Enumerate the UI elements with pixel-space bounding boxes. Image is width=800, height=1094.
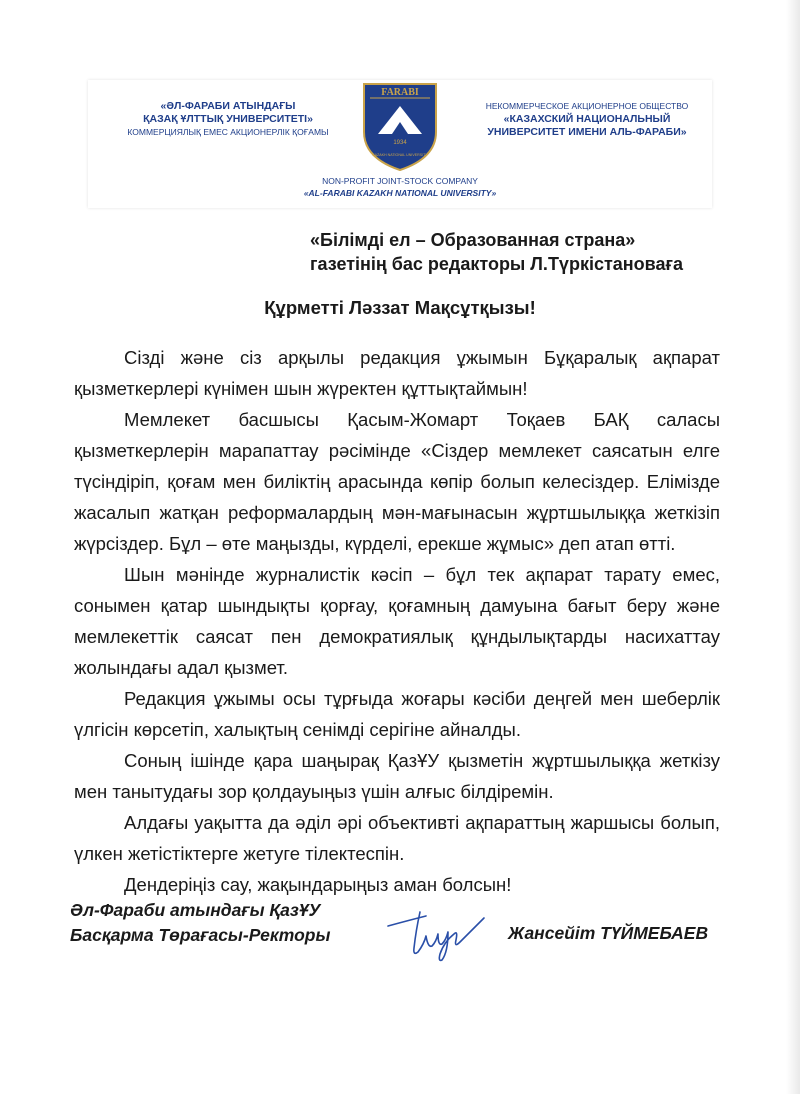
- paragraph: Шын мәнінде журналистік кәсіп – бұл тек ақпарат тарату емес, сонымен қатар шындықты қорғау, қоғамның дамуына бағыт беру және мемлекеттік саясат пен демократиялық құндылықтарды насихаттау жолындағы адал қызмет.: [74, 564, 720, 678]
- signatory-title-line1: Әл-Фараби атындағы ҚазҰУ: [70, 900, 321, 920]
- letterhead-kazakh-name: [88, 100, 368, 138]
- letterhead-right-line3: УНИВЕРСИТЕТ ИМЕНИ АЛЬ-ФАРАБИ»: [487, 126, 687, 138]
- paragraph: Соның ішінде қара шаңырақ ҚазҰУ қызметін жұртшылыққа жеткізу мен танытудағы зор қолдауыңыз үшін алғыс білдіремін.: [74, 750, 720, 802]
- signatory-title-line2: Басқарма Төрағасы-Ректоры: [70, 925, 331, 945]
- letterhead-english-name: [88, 176, 712, 199]
- university-logo: [360, 82, 440, 172]
- logo-year: 1934: [393, 140, 407, 146]
- addressee: [310, 228, 683, 276]
- paragraph: Редакция ұжымы осы тұрғыда жоғары кәсіби деңгей мен шеберлік үлгісін көрсетіп, халықтың сенімді серігіне айналды.: [74, 688, 720, 740]
- letterhead-bottom-line1: NON-PROFIT JOINT-STOCK COMPANY: [322, 176, 478, 186]
- logo-top-text: FARABI: [381, 87, 419, 98]
- logo-ring-text: KAZAKH NATIONAL UNIVERSITY: [372, 153, 428, 157]
- paragraph: Алдағы уақытта да әділ әрі объективті ақпараттың жаршысы болып, үлкен жетістіктерге жетуге тілектеспін.: [74, 812, 720, 864]
- paragraph: Сізді және сіз арқылы редакция ұжымын Бұқаралық ақпарат қызметкерлері күнімен шын жүректен құттықтаймын!: [74, 347, 720, 399]
- letterhead-russian-name: [462, 100, 712, 139]
- letterhead-right-line1: НЕКОММЕРЧЕСКОЕ АКЦИОНЕРНОЕ ОБЩЕСТВО: [485, 101, 689, 111]
- signatory-title: [70, 898, 330, 948]
- letterhead-right-line2: «КАЗАХСКИЙ НАЦИОНАЛЬНЫЙ: [503, 113, 671, 125]
- handwritten-signature: [380, 896, 490, 966]
- letterhead-left-line2: ҚАЗАҚ ҰЛТТЫҚ УНИВЕРСИТЕТІ»: [143, 113, 313, 125]
- letterhead-left-line3: КОММЕРЦИЯЛЫҚ ЕМЕС АКЦИОНЕРЛІК ҚОҒАМЫ: [127, 127, 329, 137]
- letterhead-bottom-line2: «AL-FARABI KAZAKH NATIONAL UNIVERSITY»: [303, 188, 497, 198]
- addressee-line2: газетінің бас редакторы Л.Түркістановаға: [310, 254, 683, 274]
- letterhead-left-line1: «ӘЛ-ФАРАБИ АТЫНДАҒЫ: [160, 100, 296, 112]
- paragraph: Мемлекет басшысы Қасым-Жомарт Тоқаев БАҚ саласы қызметкерлерін марапаттау рәсімінде «Сіздер мемлекет саясатын елге түсіндіріп, қоғам мен биліктің арасында көпір болып келесіздер. Елімізде жасалып жатқан реформалардың мән-мағынасын жұртшылыққа жеткізіп жүрсіздер. Бұл – өте маңызды, күрделі, ерекше жұмыс» деп атап өтті.: [74, 409, 720, 554]
- letterhead: [88, 80, 712, 208]
- letter-body: [74, 342, 720, 900]
- addressee-line1: «Білімді ел – Образованная страна»: [310, 230, 636, 250]
- salutation: Құрметті Ләззат Мақсұтқызы!: [264, 297, 536, 318]
- signatory-name: Жансейіт ТҮЙМЕБАЕВ: [508, 923, 709, 943]
- paragraph: Дендеріңіз сау, жақындарыңыз аман болсын!: [124, 874, 512, 895]
- page-edge-shadow: [786, 0, 800, 1094]
